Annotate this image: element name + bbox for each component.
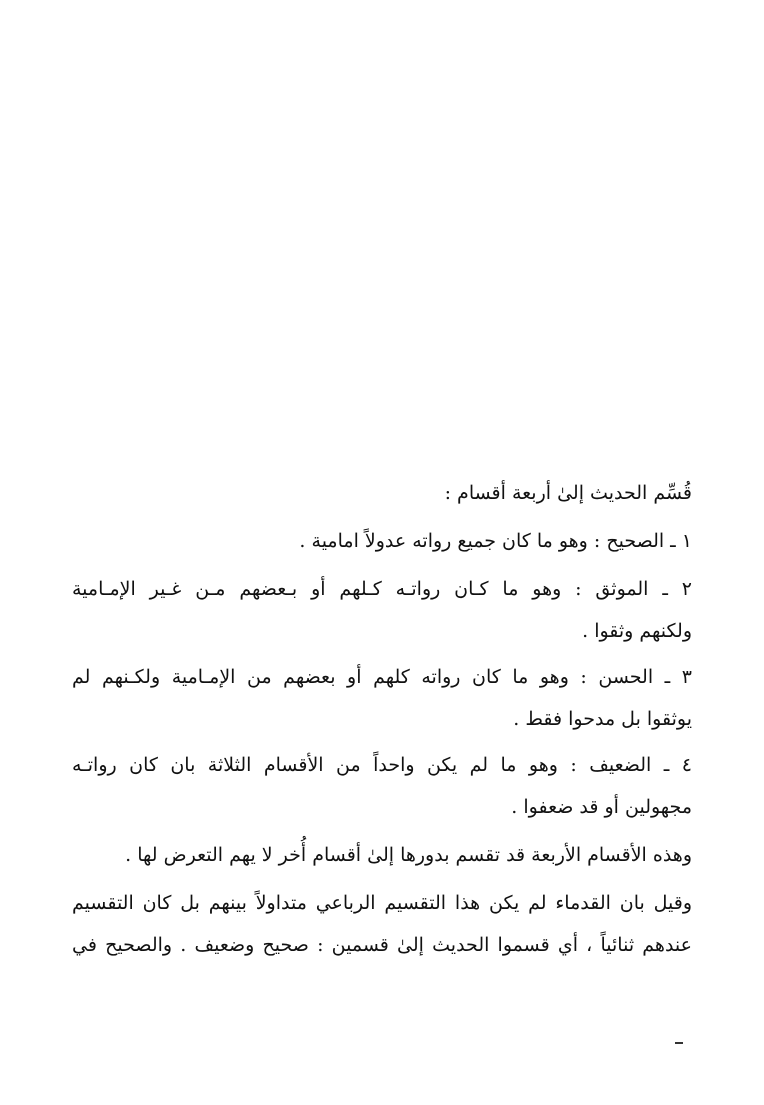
category-daif-line-1: ٤ ـ الضعيف : وهو ما لم يكن واحداً من الأقسام الثلاثة بان كان رواتـه [72, 754, 692, 776]
paragraph-subdivisions: وهذه الأقسام الأربعة قد تقسم بدورها إلىٰ أقسام أُخر لا يهم التعرض لها . [125, 844, 692, 866]
category-sahih: ١ ـ الصحيح : وهو ما كان جميع رواته عدولاً امامية . [299, 530, 692, 552]
paragraph-ancients-line-2: عندهم ثنائياً ، أي قسموا الحديث إلىٰ قسمين : صحيح وضعيف . والصحيح في [72, 934, 692, 956]
page-mark [675, 1042, 683, 1044]
section-heading: قُسِّم الحديث إلىٰ أربعة أقسام : [444, 482, 692, 504]
category-muwathaq-line-1: ٢ ـ الموثق : وهو ما كـان رواتـه كـلهم أو بـعضهم مـن غـير الإمـامية [72, 578, 692, 600]
category-daif-line-2: مجهولين أو قد ضعفوا . [511, 796, 692, 818]
category-muwathaq-line-2: ولكنهم وثقوا . [582, 620, 692, 642]
category-hasan-line-2: يوثقوا بل مدحوا فقط . [513, 708, 692, 730]
category-hasan-line-1: ٣ ـ الحسن : وهو ما كان رواته كلهم أو بعضهم من الإمـامية ولكـنهم لم [72, 666, 692, 688]
paragraph-ancients-line-1: وقيل بان القدماء لم يكن هذا التقسيم الرباعي متداولاً بينهم بل كان التقسيم [72, 892, 692, 914]
